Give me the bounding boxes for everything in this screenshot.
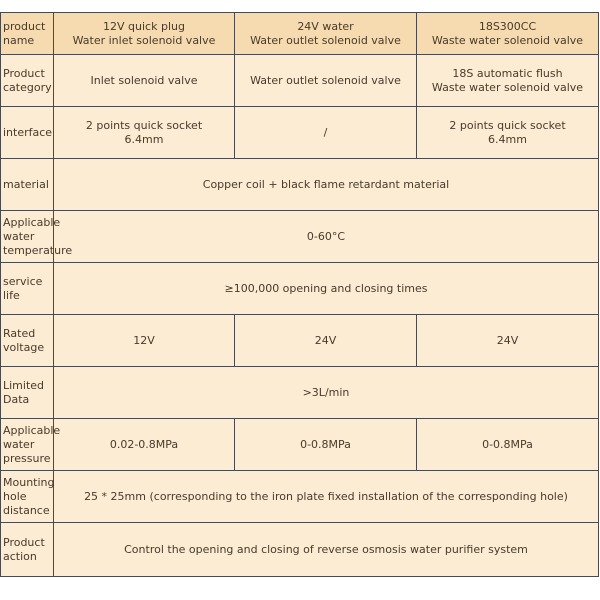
header-label-line: product — [3, 19, 46, 33]
row-label-line: life — [3, 288, 20, 302]
table-row — [1, 419, 599, 471]
cell-merged: 25 * 25mm (corresponding to the iron plate fixed installation of the corresponding hole) — [54, 471, 599, 523]
table-row — [1, 159, 599, 211]
header-row — [1, 13, 599, 55]
row-label-line: Product — [3, 66, 45, 80]
row-label-line: action — [3, 549, 37, 563]
cell-merged: 0-60°C — [54, 211, 599, 263]
header-col1-line: 12V quick plug — [103, 19, 185, 33]
row-label-line: Mounting — [3, 475, 55, 489]
table-row — [1, 315, 599, 367]
row-label-line: Applicable — [3, 215, 61, 229]
row-label-line: water — [3, 437, 35, 451]
header-col3-line: 18S300CC — [478, 19, 537, 33]
header-col1-line: Water inlet solenoid valve — [72, 33, 216, 47]
row-label-line: Product — [3, 535, 45, 549]
row-label — [1, 523, 54, 577]
header-col2-line: 24V water — [297, 19, 354, 33]
table-row — [1, 107, 599, 159]
row-label — [1, 419, 61, 471]
cell-merged: Copper coil + black flame retardant material — [54, 159, 599, 211]
table-row — [1, 523, 599, 577]
header-col2 — [235, 13, 417, 55]
header-col2-line: Water outlet solenoid valve — [250, 33, 401, 47]
cell-col3-line: 2 points quick socket — [449, 118, 566, 132]
cell-col3-line: 18S automatic flush — [452, 66, 563, 80]
row-label — [1, 107, 54, 159]
row-label — [1, 315, 54, 367]
row-label-line: hole — [3, 489, 27, 503]
row-label — [1, 263, 54, 315]
row-label-line: Applicable — [3, 423, 61, 437]
cell-col2: / — [235, 107, 417, 159]
row-label-line: Data — [3, 392, 30, 406]
table-row — [1, 367, 599, 419]
header-col3-line: Waste water solenoid valve — [431, 33, 584, 47]
header-label-line: name — [3, 33, 35, 47]
cell-merged: Control the opening and closing of reverse osmosis water purifier system — [54, 523, 599, 577]
cell-col1-line: 6.4mm — [124, 132, 164, 146]
row-label-line: Limited — [3, 378, 45, 392]
row-label-line: service — [3, 274, 43, 288]
header-col1 — [54, 13, 235, 55]
row-label-line: voltage — [3, 340, 45, 354]
table-row — [1, 211, 599, 263]
cell-col1-line: 2 points quick socket — [85, 118, 203, 132]
row-label-line: distance — [3, 503, 50, 517]
row-label-line: material — [3, 177, 49, 191]
row-label-line: temperature — [3, 243, 73, 257]
table-row — [1, 263, 599, 315]
cell-col2: 24V — [235, 315, 417, 367]
cell-merged: >3L/min — [54, 367, 599, 419]
row-label — [1, 367, 54, 419]
cell-col3: 0-0.8MPa — [417, 419, 599, 471]
cell-col2: Water outlet solenoid valve — [235, 55, 417, 107]
cell-col3 — [417, 107, 599, 159]
cell-col1: 12V — [54, 315, 235, 367]
row-label-line: interface — [3, 125, 53, 139]
spec-table — [0, 12, 599, 577]
row-label-line: category — [3, 80, 52, 94]
row-label-line: water — [3, 229, 35, 243]
header-col3 — [417, 13, 599, 55]
cell-col3-line: Waste water solenoid valve — [431, 80, 584, 94]
cell-col2: 0-0.8MPa — [235, 419, 417, 471]
cell-col1: Inlet solenoid valve — [54, 55, 235, 107]
header-label-cell — [1, 13, 54, 55]
row-label — [1, 211, 73, 263]
table-row — [1, 55, 599, 107]
cell-col3-line: 6.4mm — [488, 132, 527, 146]
row-label — [1, 55, 54, 107]
row-label — [1, 471, 54, 523]
cell-col1: 0.02-0.8MPa — [54, 419, 235, 471]
table-row — [1, 471, 599, 523]
row-label-line: Rated — [3, 326, 36, 340]
cell-col3 — [417, 55, 599, 107]
row-label-line: pressure — [3, 451, 51, 465]
cell-col3: 24V — [417, 315, 599, 367]
row-label — [1, 159, 54, 211]
cell-col1 — [54, 107, 235, 159]
cell-merged: ≥100,000 opening and closing times — [54, 263, 599, 315]
